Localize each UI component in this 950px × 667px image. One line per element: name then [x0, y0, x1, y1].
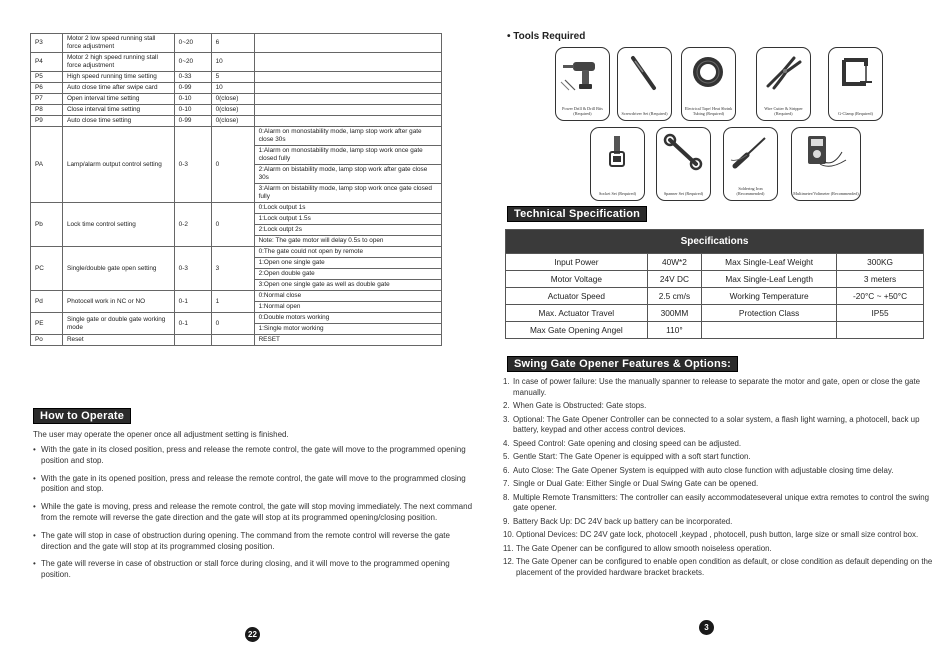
feature-text: Gentle Start: The Gate Opener is equipped with a soft start function.: [513, 452, 751, 461]
param-range-cell: 0-10: [174, 94, 211, 105]
electrical-tape-icon: [685, 52, 732, 92]
spec-cell: 40W*2: [647, 254, 702, 271]
param-name-cell: Lamp/alarm output control setting: [62, 127, 174, 203]
list-item: [503, 439, 935, 450]
param-range-cell: 0-10: [174, 105, 211, 116]
tool-card-screwdriver: [617, 47, 672, 121]
param-note-line: 1:Alarm on monostability mode, lamp stop work once gate closed fully: [255, 146, 441, 165]
table-row: [31, 72, 442, 83]
spanner-icon: [660, 132, 707, 172]
param-note-line: 0:The gate could not open by remote: [255, 247, 441, 258]
table-row: [506, 271, 924, 288]
spec-cell: Input Power: [506, 254, 648, 271]
spec-cell: Motor Voltage: [506, 271, 648, 288]
spec-cell: Max Single-Leaf Length: [702, 271, 837, 288]
param-name-cell: Motor 2 high speed running stall force adjustment: [62, 53, 174, 72]
spec-cell: IP55: [837, 305, 924, 322]
param-range-cell: 0-1: [174, 313, 211, 335]
param-notes-cell: [254, 53, 441, 72]
param-default-cell: 10: [211, 83, 254, 94]
param-range-cell: 0~20: [174, 34, 211, 53]
feature-text: The Gate Opener can be configured to allow smooth noiseless operation.: [516, 543, 772, 553]
feature-number: 8.: [503, 492, 510, 502]
list-item: • The gate will stop in case of obstruction during opening. The command from the remote control will reverse the gate direction and the gate will stop at its programmed closing position.: [33, 531, 473, 553]
tool-card-multimeter: [791, 127, 861, 201]
param-range-cell: 0~20: [174, 53, 211, 72]
feature-text: Optional: The Gate Opener Controller can be connected to a solar system, a flash light warning, a photocell, back up battery, keypad and other access control devices.: [513, 414, 920, 434]
param-name-cell: Close interval time setting: [62, 105, 174, 116]
tool-card-spanner: [656, 127, 711, 201]
list-item: [503, 479, 935, 490]
wire-cutter-icon: [760, 52, 807, 92]
table-row: [506, 322, 924, 339]
param-note-line: 0:Double motors working: [255, 313, 441, 324]
spec-cell: 2.5 cm/s: [647, 288, 702, 305]
feature-text: Multiple Remote Transmitters: The controller can easily accommodateseveral unique extra remotes to control the swing gate opener.: [513, 492, 930, 512]
param-note-line: 1:Open one single gate: [255, 258, 441, 269]
list-item: [503, 401, 935, 412]
table-row: [31, 53, 442, 72]
tool-label: Socket Set (Required): [599, 190, 636, 196]
feature-text: Optional Devices: DC 24V gate lock, photocell ,keypad , photocell, push button, large size or small size control box.: [516, 530, 919, 539]
table-row: [506, 305, 924, 322]
power-drill-icon: [559, 52, 606, 92]
param-range-cell: 0-3: [174, 247, 211, 291]
param-notes-cell: [254, 247, 441, 291]
param-code-cell: PA: [31, 127, 63, 203]
spec-cell: 300KG: [837, 254, 924, 271]
tool-label: Screwdriver Set (Required): [621, 110, 668, 116]
spec-cell: 3 meters: [837, 271, 924, 288]
param-note-line: 1:Lock output 1.5s: [255, 214, 441, 225]
feature-text: Auto Close: The Gate Opener System is equipped with auto close function with adjustable closing time delay.: [513, 465, 894, 475]
list-item: [503, 452, 935, 463]
param-name-cell: Single gate or double gate working mode: [62, 313, 174, 335]
param-default-cell: 0: [211, 203, 254, 247]
feature-text: When Gate is Obstructed: Gate stops.: [513, 401, 647, 410]
param-notes-cell: [254, 313, 441, 335]
multimeter-icon: [802, 132, 849, 172]
tool-card-soldering-iron: [723, 127, 778, 201]
table-row: [31, 83, 442, 94]
spec-cell: Max Gate Opening Angel: [506, 322, 648, 339]
param-code-cell: P7: [31, 94, 63, 105]
param-notes-cell: [254, 291, 441, 313]
param-default-cell: 10: [211, 53, 254, 72]
list-item: [503, 530, 935, 541]
list-item: [503, 544, 935, 555]
feature-number: 4.: [503, 438, 510, 448]
tool-card-g-clamp: [828, 47, 883, 121]
feature-text: Speed Control: Gate opening and closing speed can be adjusted.: [513, 438, 742, 448]
spec-cell: 300MM: [647, 305, 702, 322]
parameter-table-section: [30, 33, 470, 346]
tool-label: Multimeter/Voltmeter (Recommended): [793, 190, 859, 196]
param-range-cell: 0-3: [174, 127, 211, 203]
param-code-cell: P6: [31, 83, 63, 94]
specifications-table-header: Specifications: [506, 230, 924, 254]
technical-specification-title: Technical Specification: [507, 206, 647, 222]
param-default-cell: 0: [211, 313, 254, 335]
table-row: [31, 335, 442, 346]
table-row: [31, 291, 442, 313]
param-code-cell: Pb: [31, 203, 63, 247]
soldering-iron-icon: [727, 132, 774, 172]
param-range-cell: 0-2: [174, 203, 211, 247]
feature-number: 5.: [503, 452, 510, 461]
param-default-cell: 0(close): [211, 94, 254, 105]
how-to-operate-section: [33, 406, 473, 588]
param-note-line: 2:Alarm on bistability mode, lamp stop work after gate close 30s: [255, 165, 441, 184]
feature-number: 6.: [503, 465, 510, 475]
param-name-cell: Auto close time after swipe card: [62, 83, 174, 94]
table-row: [506, 254, 924, 271]
param-code-cell: P4: [31, 53, 63, 72]
spec-cell: Max Single-Leaf Weight: [702, 254, 837, 271]
tool-label: G-Clamp (Required): [838, 110, 873, 116]
table-row: [31, 94, 442, 105]
param-note-line: 2:Lock outpt 2s: [255, 225, 441, 236]
param-note-line: 1:Normal open: [258, 303, 301, 310]
feature-number: 11.: [503, 543, 514, 553]
tools-required-title: • Tools Required: [507, 31, 586, 42]
features-title: Swing Gate Opener Features & Options:: [507, 356, 738, 372]
tool-label: Electrical Tape/ Heat Shrink Tubing (Required): [684, 105, 733, 116]
param-notes-cell: [254, 116, 441, 127]
spec-cell: Working Temperature: [702, 288, 837, 305]
param-default-cell: 5: [211, 72, 254, 83]
specifications-table: [505, 229, 924, 339]
how-to-operate-list: [33, 445, 473, 581]
spec-cell: Actuator Speed: [506, 288, 648, 305]
spec-cell: Max. Actuator Travel: [506, 305, 648, 322]
list-item: [503, 377, 935, 398]
table-row: [31, 34, 442, 53]
param-notes-cell: [254, 203, 441, 247]
param-code-cell: Po: [31, 335, 63, 346]
spec-cell: 110°: [647, 322, 702, 339]
tool-label: Spanner Set (Required): [663, 190, 704, 196]
table-row: [31, 127, 442, 203]
tool-card-power-drill: [555, 47, 610, 121]
feature-number: 3.: [503, 414, 510, 424]
list-item: [503, 493, 935, 514]
table-row: [31, 203, 442, 247]
param-default-cell: 6: [211, 34, 254, 53]
param-notes-cell: [254, 83, 441, 94]
param-notes-cell: [254, 94, 441, 105]
list-item: • With the gate in its opened position, press and release the remote control, the gate will move to the programmed closing position and stop.: [33, 474, 473, 496]
param-name-cell: Reset: [62, 335, 174, 346]
param-code-cell: Pd: [31, 291, 63, 313]
tool-label: Wire Cutter & Stripper (Required): [764, 105, 803, 116]
param-note-line: 0:Alarm on monostability mode, lamp stop work after gate close 30s: [255, 127, 441, 146]
param-code-cell: P9: [31, 116, 63, 127]
table-row: [31, 116, 442, 127]
spec-cell: Protection Class: [702, 305, 837, 322]
param-code-cell: P5: [31, 72, 63, 83]
param-notes-cell: [254, 335, 441, 346]
feature-number: 7.: [503, 479, 510, 488]
feature-text: In case of power failure: Use the manually spanner to release to separate the motor and gate, open or close the gate manually.: [513, 377, 921, 397]
feature-number: 2.: [503, 401, 510, 410]
features-list: [503, 377, 935, 581]
param-code-cell: PE: [31, 313, 63, 335]
table-row: [31, 247, 442, 291]
feature-text: Battery Back Up: DC 24V back up battery can be incorporated.: [513, 516, 733, 526]
param-default-cell: 0(close): [211, 116, 254, 127]
param-name-cell: High speed running time setting: [62, 72, 174, 83]
list-item: • With the gate in its closed position, press and release the remote control, the gate will move to the programmed opening position and stop.: [33, 445, 473, 467]
param-note-line: 3:Alarm on bistability mode, lamp stop work once gate closed fully: [258, 185, 432, 200]
param-range-cell: 0-99: [174, 116, 211, 127]
tool-label: Soldering Iron (Recommended): [736, 185, 765, 196]
param-name-cell: Single/double gate open setting: [62, 247, 174, 291]
param-name-cell: Motor 2 low speed running stall force adjustment: [62, 34, 174, 53]
param-range-cell: 0-1: [174, 291, 211, 313]
page-number-left: 22: [245, 627, 260, 642]
list-item: • While the gate is moving, press and release the remote control, the gate will stop moving immediately. The next command from the remote will reverse the gate direction and the gate will stop at its programmed opening/closing position.: [33, 502, 473, 524]
table-row: [31, 105, 442, 116]
param-note-line: 3:Open one single gate as well as double gate: [258, 281, 390, 288]
tool-label: Power Drill & Drill Bits (Required): [562, 105, 603, 116]
table-row: [31, 313, 442, 335]
param-notes-cell: [254, 127, 441, 203]
spec-cell: [702, 322, 837, 339]
param-notes-cell: [254, 72, 441, 83]
spec-cell: 24V DC: [647, 271, 702, 288]
feature-number: 12.: [503, 557, 514, 566]
param-default-cell: 0: [211, 127, 254, 203]
feature-text: The Gate Opener can be configured to enable open condition as default, or close condition as default depending on the placement of the provided hardware bracket brackets.: [516, 557, 933, 577]
param-note-line: 0:Lock output 1s: [255, 203, 441, 214]
list-item: • The gate will reverse in case of obstruction or stall force during closing, and it will move to the programmed opening position.: [33, 559, 473, 581]
param-default-cell: 1: [211, 291, 254, 313]
spec-cell: -20°C ~ +50°C: [837, 288, 924, 305]
param-range-cell: [174, 335, 211, 346]
param-name-cell: Open interval time setting: [62, 94, 174, 105]
page-number-right: 3: [699, 620, 714, 635]
param-default-cell: [211, 335, 254, 346]
param-note-line: 2:Open double gate: [255, 269, 441, 280]
param-note-line: 1:Single motor working: [258, 325, 324, 332]
list-item: [503, 466, 935, 477]
param-name-cell: Auto close time setting: [62, 116, 174, 127]
param-range-cell: 0-99: [174, 83, 211, 94]
list-item: [503, 415, 935, 436]
param-name-cell: Lock time control setting: [62, 203, 174, 247]
feature-number: 1.: [503, 377, 510, 386]
socket-set-icon: [594, 132, 641, 172]
feature-text: Single or Dual Gate: Either Single or Dual Swing Gate can be opened.: [513, 479, 759, 488]
how-to-operate-intro: The user may operate the opener once all adjustment setting is finished.: [33, 430, 289, 439]
param-code-cell: P3: [31, 34, 63, 53]
param-notes-cell: [254, 105, 441, 116]
how-to-operate-title: How to Operate: [33, 408, 131, 424]
tool-card-socket-set: [590, 127, 645, 201]
param-notes-cell: [254, 34, 441, 53]
param-note-line: RESET: [258, 336, 280, 343]
param-note-line: 0:Normal close: [255, 291, 441, 302]
list-item: [503, 517, 935, 528]
list-item: [503, 557, 935, 578]
feature-number: 10.: [503, 530, 514, 539]
param-note-line: Note: The gate motor will delay 0.5s to open: [258, 237, 384, 244]
g-clamp-icon: [832, 52, 879, 92]
param-code-cell: P8: [31, 105, 63, 116]
parameter-table: [30, 33, 442, 346]
table-row: [506, 288, 924, 305]
param-code-cell: PC: [31, 247, 63, 291]
param-range-cell: 0-33: [174, 72, 211, 83]
screwdriver-icon: [621, 52, 668, 92]
tool-card-electrical-tape: [681, 47, 736, 121]
param-default-cell: 0(close): [211, 105, 254, 116]
param-default-cell: 3: [211, 247, 254, 291]
tool-card-wire-cutter: [756, 47, 811, 121]
feature-number: 9.: [503, 516, 510, 526]
param-name-cell: Photocell work in NC or NO: [62, 291, 174, 313]
spec-cell: [837, 322, 924, 339]
